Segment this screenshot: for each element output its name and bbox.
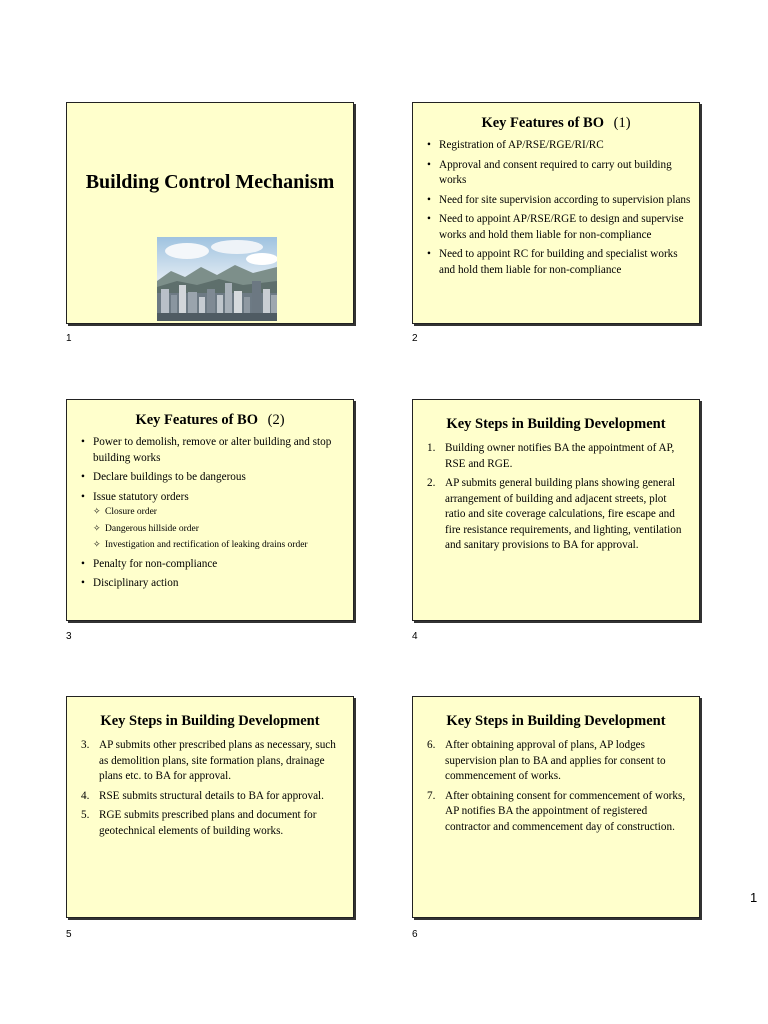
step-text: AP submits other prescribed plans as necessary, such as demolition plans, site formation plans, drainage plans etc. to BA for approval. — [99, 739, 336, 783]
sub-list-item — [93, 538, 345, 554]
bullet-list — [67, 435, 353, 505]
list-item — [81, 738, 343, 785]
list-item: • Need for site supervision according to supervision plans — [427, 193, 691, 209]
slide-title — [73, 412, 347, 429]
sub-list-item-text: Dangerous hillside order — [105, 523, 199, 534]
four-point-star-icon: ✧ — [93, 540, 101, 551]
list-item — [81, 789, 343, 805]
step-number: 5. — [81, 809, 90, 822]
list-item: • Approval and consent required to carry out building works — [427, 158, 691, 189]
slide-title-suffix: (1) — [613, 115, 631, 131]
list-item: • Need to appoint RC for building and specialist works and hold them liable for non-compliance — [427, 247, 691, 278]
slide-title-text: Key Features of BO — [481, 115, 604, 131]
bullet-list — [413, 138, 699, 278]
list-item — [427, 441, 689, 472]
numbered-list — [67, 738, 353, 839]
sub-list-item — [93, 522, 345, 538]
slide-5 — [66, 696, 354, 918]
slide-2 — [412, 102, 700, 324]
slide-number: 3 — [66, 631, 72, 642]
slide-title: Key Steps in Building Development — [100, 713, 320, 729]
list-item: • Penalty for non-compliance — [81, 557, 345, 573]
step-text: RGE submits prescribed plans and document for geotechnical elements of building works. — [99, 809, 317, 837]
slide-number: 2 — [412, 333, 418, 344]
slide-title: Key Steps in Building Development — [446, 713, 666, 729]
slide-4 — [412, 399, 700, 621]
step-number: 3. — [81, 739, 90, 752]
list-item: • Power to demolish, remove or alter building and stop building works — [81, 435, 345, 466]
slide-6 — [412, 696, 700, 918]
list-item — [81, 808, 343, 839]
step-number: 2. — [427, 477, 436, 490]
slide-number: 4 — [412, 631, 418, 642]
step-text: After obtaining approval of plans, AP lodges supervision plan to BA and applies for consent to commencement of works. — [445, 739, 666, 783]
step-text: Building owner notifies BA the appointment of AP, RSE and RGE. — [445, 442, 675, 470]
list-item — [427, 738, 689, 785]
four-point-star-icon: ✧ — [93, 507, 101, 518]
list-item: • Issue statutory orders — [81, 490, 345, 506]
step-number: 1. — [427, 442, 436, 455]
step-text: AP submits general building plans showing general arrangement of building and adjacent streets, plot ratio and site coverage calculations, fire escape and fire resistance requirements, and lighting, ventilation and sanitary provisions to BA for approval. — [445, 477, 682, 552]
list-item: • Need to appoint AP/RSE/RGE to design and supervise works and hold them liable for non-compliance — [427, 212, 691, 243]
step-number: 7. — [427, 789, 436, 802]
slide-number: 5 — [66, 929, 72, 940]
list-item: • Registration of AP/RSE/RGE/RI/RC — [427, 138, 691, 154]
page-number: 1 — [750, 890, 758, 905]
list-item — [427, 789, 689, 836]
sub-bullet-list — [67, 505, 353, 554]
sub-list-item-text: Closure order — [105, 507, 157, 518]
list-item: • Declare buildings to be dangerous — [81, 470, 345, 486]
slide-number: 6 — [412, 929, 418, 940]
slide-title: Key Steps in Building Development — [446, 416, 666, 432]
step-number: 6. — [427, 739, 436, 752]
slide-title-suffix: (2) — [267, 412, 285, 428]
bullet-list-continued — [67, 557, 353, 592]
sub-list-item-text: Investigation and rectification of leaking drains order — [105, 540, 308, 551]
step-number: 4. — [81, 789, 90, 802]
sub-list-item — [93, 505, 345, 521]
slide-title-text: Key Features of BO — [135, 412, 258, 428]
numbered-list — [413, 738, 699, 835]
slide-number: 1 — [66, 333, 72, 344]
four-point-star-icon: ✧ — [93, 523, 101, 534]
step-text: After obtaining consent for commencement of works, AP notifies BA the appointment of registered contractor and commencement day of construction. — [445, 789, 686, 833]
numbered-list — [413, 441, 699, 554]
slide-title: Building Control Mechanism — [85, 171, 335, 193]
slide-1 — [66, 102, 354, 324]
slide-title — [419, 115, 693, 132]
list-item: • Disciplinary action — [81, 576, 345, 592]
city-skyline-photo — [157, 237, 277, 321]
slide-3 — [66, 399, 354, 621]
step-text: RSE submits structural details to BA for approval. — [99, 789, 324, 802]
list-item — [427, 476, 689, 554]
